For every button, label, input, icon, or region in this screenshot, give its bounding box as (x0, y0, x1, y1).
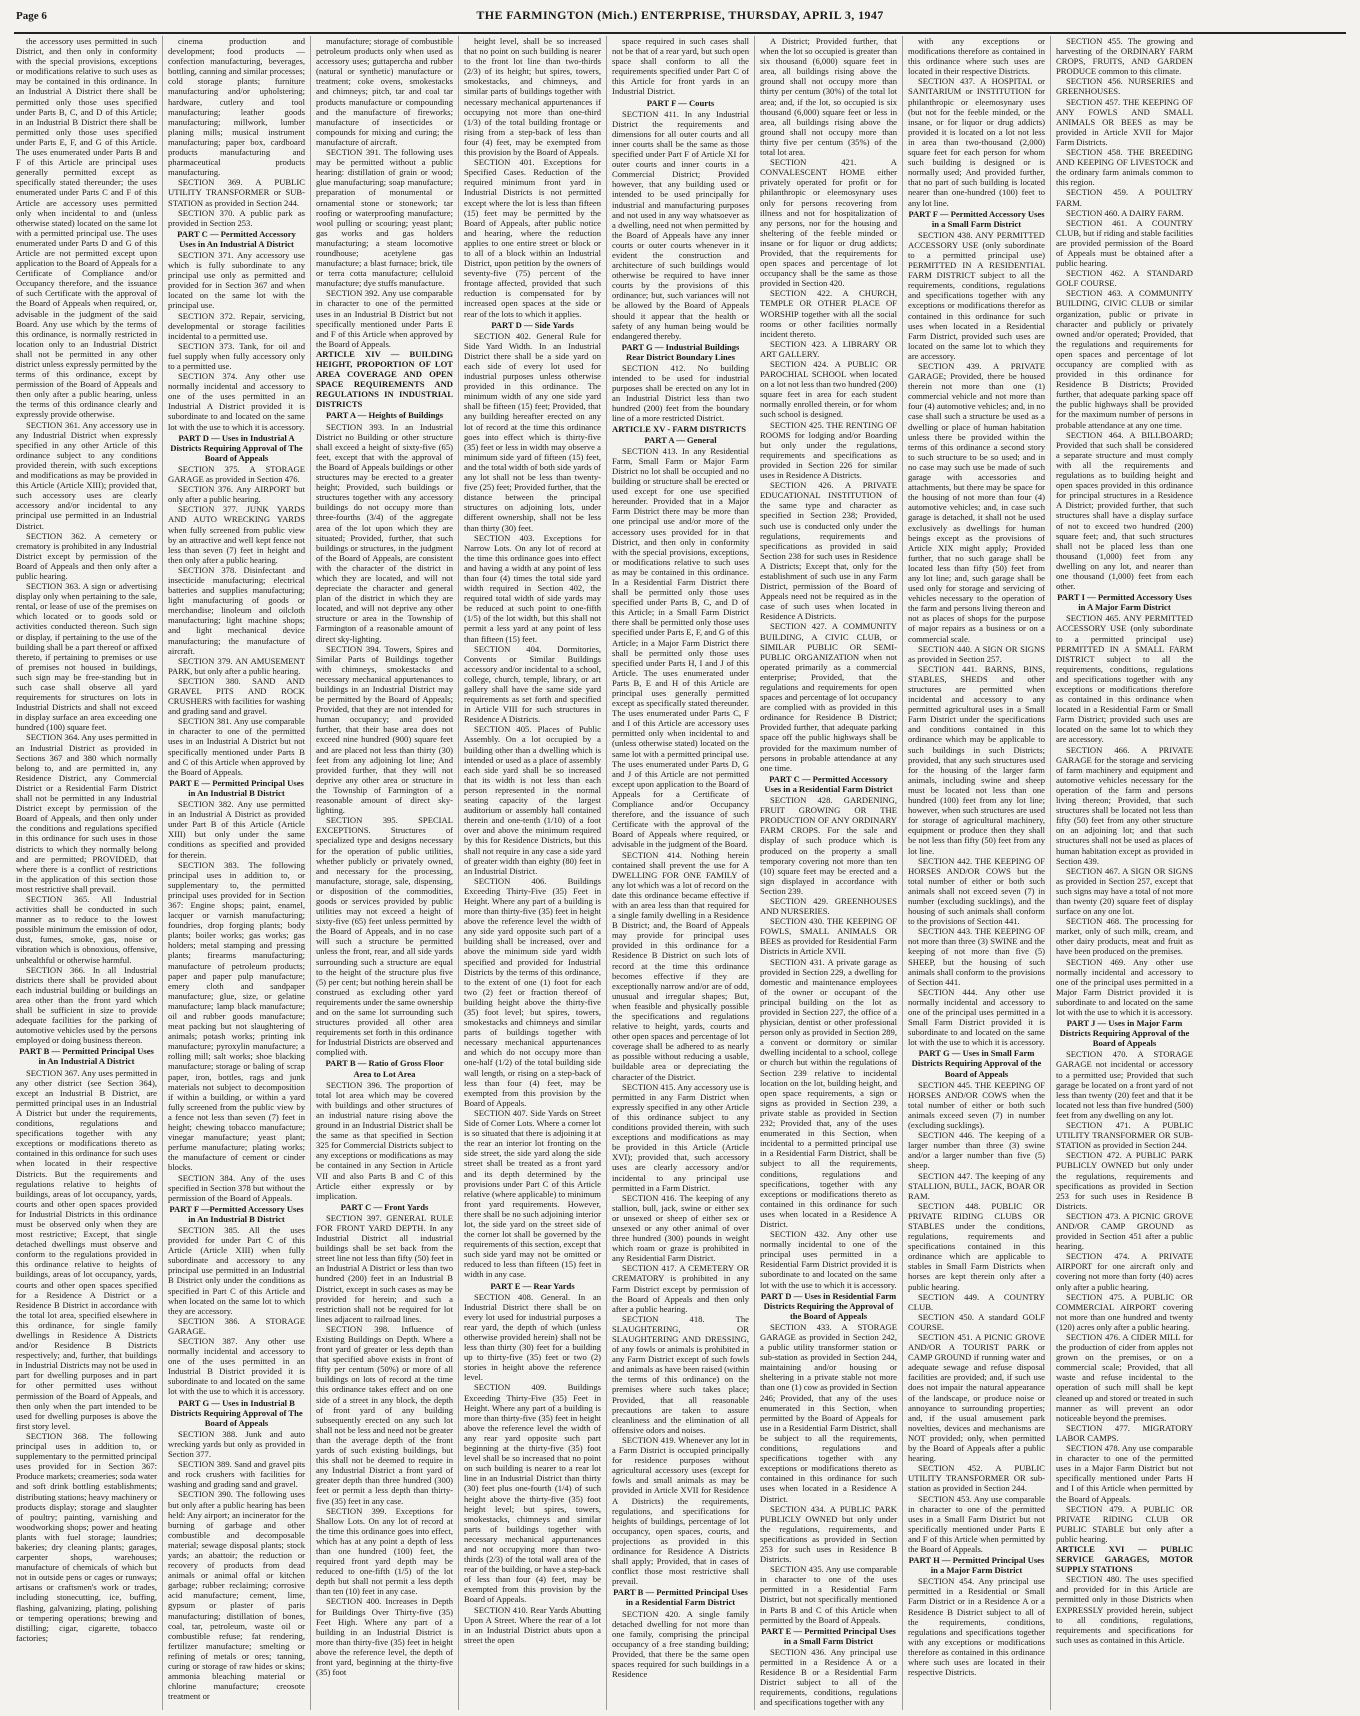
part-heading: PART B — Permitted Principal Uses in a Residential Farm District (613, 1587, 748, 1608)
ordinance-paragraph: SECTION 455. The growing and harvesting of the ORDINARY FARM CROPS, FRUITS, AND GARDEN PRODUCE common to this climate. (1056, 36, 1193, 77)
ordinance-paragraph: SECTION 369. A PUBLIC UTILITY TRANSFORMER or SUB-STATION as provided in Section 244. (168, 177, 305, 208)
ordinance-paragraph: SECTION 380. SAND AND GRAVEL PITS AND ROCK CRUSHERS with facilities for washing and grading sand and gravel. (168, 675, 305, 717)
ordinance-paragraph: SECTION 404. Dormitories, Convents or Similar Buildings accessory and/or incidental to a school, college, church, temple, library, or art gallery shall have the same side yard requirements as set forth and specified in Article VIII for such structures in Residence A Districts. (464, 643, 601, 725)
ordinance-paragraph: SECTION 465. ANY PERMITTED ACCESSORY USE (only subordinate to a permitted principal use) PERMITTED IN A SMALL FARM DISTRICT subject to all the requirements, conditions, regulations and specifications together with any exceptions or modifications therefore as contained in this ordinance when located in a Residential Farm or Small Farm District; provided such uses are located on the same lot to which they are accessory. (1056, 613, 1193, 745)
ordinance-paragraph: SECTION 422. A CHURCH, TEMPLE OR OTHER PLACE OF WORSHIP together with all the social rooms or other facilities normally incident thereto. (760, 288, 897, 339)
ordinance-paragraph: SECTION 374. Any other use normally incidental and accessory to one of the uses permitted in an Industrial A District provided it is subordinate to and located on the same lot with the use to which it is accessory. (168, 371, 305, 432)
text-column-6 (754, 36, 902, 1710)
ordinance-paragraph: SECTION 370. A public park as provided in Section 253. (168, 207, 305, 228)
article-heading: ARTICLE XVI — PUBLIC SERVICE GARAGES, MOTOR SUPPLY STATIONS (1056, 1543, 1193, 1575)
ordinance-paragraph: SECTION 373. Tank, for oil and fuel supply when fully accessory only to a permitted use. (168, 340, 305, 371)
text-column-8 (1050, 36, 1198, 1710)
ordinance-paragraph: cinema production and development; food products — confection manufacturing, beverages, bottling, canning and similar processes; cold storage plants; furniture manufacturing and/or upholstering; hardware, cutlery and tool manufacturing; leather goods manufacturing; millwork, lumber planing mills; musical instrument manufacturing; paper box, cardboard products manufacturing and pharmaceutical products manufacturing. (168, 36, 305, 178)
part-heading: PART E — Permitted Principal Uses in An Industrial B District (169, 777, 304, 798)
ordinance-paragraph: SECTION 409. Buildings Exceeding Thirty-Five (35) Feet in Height. Where any part of a building is more than thirty-five (35) feet in height above the reference level the width of any rear yard opposite such part beginning at the thirty-five (35) foot level shall be so increased that no point on such building is nearer to a rear lot line in an Industrial District than thirty (30) feet plus one-fourth (1/4) of such height above the thirty-five (35) foot height level; but spires, towers, smokestacks, chimneys and similar parts of buildings together with necessary mechanical appurtenances and not occupying more than two-thirds (2/3) of the total wall area of the rear of the building, or have a step-back of less than four (4) feet, may be exempted from this provision by the Board of Appeals. (464, 1382, 601, 1605)
ordinance-paragraph: SECTION 420. A single family detached dwelling for not more than one family, comprising the principal occupancy of a free standing building; Provided, that there be the same open spaces required for such buildings in a Residence (612, 1608, 749, 1680)
ordinance-paragraph: SECTION 480. The uses specified and provided for in this Article are permitted only in those Districts when EXPRESSLY provided herein, subject to all conditions, regulations, requirements and specifications for such uses as contained in this Article. (1056, 1574, 1193, 1645)
ordinance-paragraph: SECTION 478. Any use comparable in character to one of the permitted uses in a Major Farm District but not specifically mentioned under Parts H and I of this Article when permitted by the Board of Appeals. (1056, 1443, 1193, 1504)
ordinance-paragraph: SECTION 397. GENERAL RULE FOR FRONT YARD DEPTH. In any Industrial District all industrial buildings shall be set back from the street line not less than fifty (50) feet in an Industrial A District or less than two hundred (200) feet in an Industrial B District, except in such cases as may be provided for herein; and such a restriction shall not be required for lot lines adjacent to railroad lines. (316, 1212, 453, 1324)
ordinance-paragraph: SECTION 395. SPECIAL EXCEPTIONS. Structures of specialized type and designs necessary for the operation of public utilities, whether publicly or privately owned, and necessary for the processing, manufacture, storage, sale, dispensing, or disposition of the commodities, goods or services provided by public utilities may not exceed a height of sixty-five (65) feet unless permitted by the Board of Appeals, and in no case will such a structure be permitted unless the front, rear, and all side yards surrounding such a structure are equal to the height of the structure plus five (5) per cent; but nothing herein shall be construed as excluding other yard requirements under the same ownership and on the same lot surrounding such structures provided all other area requirements set forth in this ordinance for Industrial Districts are observed and complied with. (316, 815, 453, 1058)
ordinance-paragraph: SECTION 412. No building intended to be used for industrial purposes shall be erected on any lot in an Industrial District less than two hundred (200) feet from the boundary line of a more restricted District. (612, 363, 749, 424)
ordinance-paragraph: SECTION 430. THE KEEPING OF FOWLS, SMALL ANIMALS OR BEES as provided for Residential Farm Districts in Article XVII. (760, 916, 897, 957)
ordinance-paragraph: SECTION 371. Any accessory use which is fully subordinate to any principal use only as permitted and provided for in Section 367 and when located on the same lot with the principal use. (168, 249, 305, 311)
ordinance-paragraph: SECTION 400. Increases in Depth for Buildings Over Thirty-five (35) Feet High. Where any part of a building in an Industrial District is more than thirty-five (35) feet in height above the reference level, the depth of front yard, beginning at the thirty-five (35) foot (316, 1596, 453, 1678)
ordinance-paragraph: SECTION 476. A CIDER MILL for the production of cider from apples not grown on the premises, or on a commercial scale; Provided, that all waste and refuse incidental to the operation of such mill shall be kept cleaned up and stored or treated in such manner as will prevent an odor noticeable beyond the premises. (1056, 1332, 1193, 1423)
ordinance-paragraph: SECTION 438. ANY PERMITTED ACCESSORY USE (only subordinate to a permitted principal use) PERMITTED IN A RESIDENTIAL FARM DISTRICT subject to all the requirements, conditions, regulations and specifications together with any exceptions or modifications therefor as contained in this ordinance for such uses when located in a Residential Farm District, provided such uses are located on the same lot to which they are accessory. (908, 229, 1045, 361)
ordinance-paragraph: SECTION 448. PUBLIC OR PRIVATE RIDING CLUBS OR STABLES under the conditions, regulations, requirements and specifications contained in this ordinance which are applicable to stables in Small Farm Districts when horses are kept therein only after a public hearing. (908, 1200, 1045, 1292)
ordinance-paragraph: SECTION 456. NURSERIES and GREENHOUSES. (1056, 76, 1193, 97)
text-column-2 (162, 36, 310, 1710)
part-heading: PART A — General (644, 434, 717, 445)
ordinance-paragraph: SECTION 362. A cemetery or crematory is prohibited in any Industrial District except by permission of the Board of Appeals and then only after a public hearing. (16, 530, 157, 581)
ordinance-paragraph: SECTION 401. Exceptions for Specified Cases. Reduction of the required minimum front yard in Industrial Districts is not permitted except where the lot is less than fifteen (15) feet may be permitted by the Board of Appeals, after public notice and hearing, where the reduction applies to one entire street or block or to all of a block within an Industrial District, upon petition by the owners of seventy-five (75) percent of the frontage affected, provided that such reduction is compensated for by increased open spaces at the side or rear of the lots to which it applies. (464, 157, 601, 319)
ordinance-paragraph: SECTION 470. A STORAGE GARAGE not incidental or accessory to a permitted use; Provided that such garage be located on a front yard of not less than twenty (20) feet and that it be located not less than five hundred (500) feet from any dwelling on any lot. (1056, 1049, 1193, 1120)
ordinance-paragraph: SECTION 361. Any accessory use in any Industrial District when expressly specified in any other Article of this ordinance subject to any conditions provided therein, with such exceptions and modifications as may be provided in this Article (Article XIII); provided that, such accessory uses are clearly accessory and/or incidental to any principal use permitted in an Industrial District. (16, 419, 157, 531)
ordinance-paragraph: SECTION 443. THE KEEPING OF not more than three (3) SWINE and the keeping of not more than five (5) SHEEP, but the housing of such animals shall conform to the provisions of Section 441. (908, 926, 1045, 987)
ordinance-paragraph: height level, shall be so increased that no point on such building is nearer to the front lot line than two-thirds (2/3) of its height; but spires, towers, smokestacks, and chimneys, and similar parts of buildings together with necessary mechanical appurtenances if occupying not more than one-third (1/3) of the total building frontage or rising from a step-back of less than four (4) feet, may be exempted from this provision by the Board of Appeals. (464, 36, 601, 158)
ordinance-paragraph: SECTION 414. Nothing herein contained shall prevent the use for A DWELLING FOR ONE FAMILY of any lot which was a lot of record on the date this ordinance became effective if with an area less than that required for a single family dwelling in a Residence B District; and, the Board of Appeals may provide for principal uses provided in this ordinance for a Residence B District on such lots of record at the time this ordinance becomes effective if they are exceptionally narrow and/or are of odd, unusual and irregular shapes; But, when feasible and physically possible the specifications and regulations relative to height, yards, courts and other open spaces and percentage of lot coverage shall be adhered to as nearly as possible without reducing a usable, buildable area or depreciating the character of the District. (612, 849, 749, 1082)
part-heading: PART F — Permitted Accessory Uses in a Small Farm District (908, 208, 1045, 229)
ordinance-paragraph: SECTION 379. AN AMUSEMENT PARK, but only after a public hearing. (168, 655, 305, 676)
ordinance-paragraph: SECTION 378. Disinfectant and insecticide manufacturing; electrical batteries and supplies manufacturing; light manufacturing of goods or merchandise; linoleum and oilcloth manufacturing; light machine shops; and light mechanical device manufacturing; the manufacture of aircraft. (168, 564, 305, 656)
ordinance-paragraph: SECTION 442. THE KEEPING OF HORSES AND/OR COWS but the total number of either or both such animals shall not exceed seven (7) in number (excluding sucklings), and the housing of such animals shall conform to the provisions of Section 441. (908, 855, 1045, 927)
ordinance-paragraph: SECTION 417. A CEMETERY OR CREMATORY is prohibited in any Farm District except by permission of the Board of Appeals and then only after a public hearing. (612, 1263, 749, 1314)
ordinance-paragraph: SECTION 469. Any other use normally incidental and accessory to one of the principal uses permitted in a Major Farm District provided it is subordinate to and located on the same lot with the use to which it is accessory. (1056, 956, 1193, 1017)
ordinance-paragraph: SECTION 366. In all Industrial districts there shall be provided about each industrial building or buildings an area other than the front yard which shall be sufficient in size to provide adequate facilities for the parking of automotive vehicles used by the persons employed or doing business thereon. (16, 964, 157, 1046)
part-heading: PART A — Heights of Buildings (325, 410, 444, 421)
part-heading: PART H — Permitted Principal Uses in a Major Farm District (908, 1555, 1045, 1576)
ordinance-paragraph: SECTION 405. Places of Public Assembly. On a lot occupied by a building other than a dwelling which is intended or used as a place of assembly each side yard shall be so increased that its width is not less than each person represented in the normal seating capacity of the largest auditorium or assembly hall contained therein and one-tenth (1/10) of a foot over and above the minimum required by this for Residence Districts, but this shall not require in any case a side yard of greater width than eighty (80) feet in an Industrial District. (464, 724, 601, 876)
ordinance-paragraph: SECTION 363. A sign or advertising display only when pertaining to the sale, rental, or lease of use of the premises on which located or to goods sold or activities conducted thereon. Such sign or display, if pertaining to the use of the building shall be a part thereof or affixed thereto, if pertaining to premises or use of premises not housed in buildings, such sign may be free-standing but in such case shall observe all yard requirements for structures on lots in Industrial Districts and shall not exceed in display surface an area exceeding one hundred (100) square feet. (16, 581, 157, 733)
ordinance-paragraph: SECTION 471. A PUBLIC UTILITY TRANSFORMER OR SUB-STATION as provided in Section 244. (1056, 1120, 1193, 1151)
ordinance-paragraph: SECTION 429. GREENHOUSES AND NURSERIES. (760, 895, 897, 917)
ordinance-paragraph: SECTION 426. A PRIVATE EDUCATIONAL INSTITUTION of the same type and character as specified in Section 238; Provided, such use is conducted only under the regulations, requirements and specifications as provided in said Section 238 for such uses in Residence A Districts; Except that, only for the establishment of such use in any Farm District, permission of the Board of Appeals need not be required as in the case of such uses when located in Residence A Districts. (760, 480, 897, 622)
ordinance-paragraph: SECTION 372. Repair, servicing, developmental or storage facilities incidental to a permitted use. (168, 310, 305, 341)
ordinance-paragraph: SECTION 450. A standard GOLF COURSE. (908, 1311, 1045, 1332)
part-heading: PART C — Permitted Accessory Uses in An Industrial A District (177, 228, 296, 249)
ordinance-paragraph: SECTION 393. In an Industrial District no Building or other structure shall exceed a height of sixty-five (65) feet, except that with the approval of the Board of Appeals buildings or other structures may be erected to a greater height; Provided, such buildings or structures together with any accessory buildings do not occupy more than three-fourths (3/4) of the aggregate area of the lot upon which they are situated; Provided, further, that such buildings or structures, in the judgment of the Board of Appeals, are consistent with the character of the district in which they are located, and will not depreciate the character and general plan of the district in which they are located, and will not deprive any other structure or area in the Township of Farmington of a reasonable amount of direct sky-lighting. (316, 421, 453, 644)
part-heading: PART B — Ratio of Gross Floor Area to Lot Area (325, 1058, 444, 1079)
ordinance-paragraph: SECTION 387. Any other use normally incidental and accessory to one of the uses permitted in an Industrial B District provided it is subordinate to and located on the same lot with the use to which it is accessory. (168, 1336, 305, 1397)
ordinance-paragraph: SECTION 376. Any AIRPORT but only after a public hearing. (168, 484, 305, 505)
ordinance-paragraph: SECTION 418. The SLAUGHTERING, OR SLAUGHTERING AND DRESSING, of any fowls or animals is prohibited in any Farm District except of such fowls and animals as have been raised (within the terms of this ordinance) on the premises where such takes place; Provided, that all reasonable precautions are taken to assure cleanliness and the elimination of all offensive odors and noises. (612, 1313, 749, 1435)
ordinance-paragraph: SECTION 399. Exceptions for Shallow Lots. On any lot of record at the time this ordinance goes into effect, which has at any point a depth of less than one hundred (100) feet, the required front yard depth may be reduced to one-fifth (1/5) of the lot depth but shall not permit a less depth than ten (10) feet in any case. (316, 1505, 453, 1597)
ordinance-paragraph: SECTION 447. The keeping of any STALLION, BULL, JACK, BOAR OR RAM. (908, 1170, 1045, 1201)
ordinance-columns (14, 36, 1346, 1710)
ordinance-paragraph: SECTION 479. A PUBLIC OR PRIVATE RIDING CLUB OR PUBLIC STABLE but only after a public hearing. (1056, 1503, 1193, 1544)
ordinance-paragraph: SECTION 466. A PRIVATE GARAGE for the storage and servicing of farm machinery and equipment and automotive vehicles necessary for the operation of the farm and persons living thereon; Provided, that such structures shall be located not less than fifty (50) feet from any other structure on an adjoining lot; and that such structures shall not be used as places of human habitation except as provided in Section 439. (1056, 744, 1193, 866)
ordinance-paragraph: SECTION 388. Junk and auto wrecking yards but only as provided in Section 377. (168, 1428, 305, 1460)
part-heading: PART D — Side Yards (491, 319, 574, 330)
text-column-7 (902, 36, 1050, 1710)
part-heading: PART D — Uses in Residential Farm Districts Requiring the Approval of the Board of Appeals (760, 1290, 897, 1321)
ordinance-paragraph: SECTION 459. A POULTRY FARM. (1056, 187, 1193, 208)
ordinance-paragraph: SECTION 474. A PRIVATE AIRPORT for one aircraft only and covering not more than forty (40) acres only after a public hearing. (1056, 1251, 1193, 1292)
part-heading: PART B — Permitted Principal Uses in An Industrial A District (19, 1046, 154, 1067)
part-heading: PART G — Industrial Buildings Rear District Boundary Lines (621, 341, 740, 362)
ordinance-paragraph: SECTION 423. A LIBRARY OR ART GALLERY. (760, 338, 897, 359)
part-heading: PART I — Permitted Accessory Uses in A Major Farm District (1057, 592, 1192, 613)
ordinance-paragraph: SECTION 415. Any accessory use is permitted in any Farm District when expressly specified in any other Article of this ordinance subject to any conditions provided therein, with such exceptions and modifications as may be provided in this Article (Article XVI); provided that, such accessory uses are clearly accessory and/or incidental to any principal use permitted in a Farm District. (612, 1081, 749, 1193)
ordinance-paragraph: with any exceptions or modifications therefore as contained in this ordinance where such uses are located in their respective Districts. (908, 36, 1045, 77)
ordinance-paragraph: SECTION 406. Buildings Exceeding Thirty-Five (35) Feet in Height. Where any part of a building is more than thirty-five (35) feet in height above the reference level the width of any side yard opposite such part of a building shall be increased, over and above the minimum side yard width specified and provided for Industrial Districts by the terms of this ordinance, to the extent of one (1) foot for each two (2) feet or fraction thereof of building height above the thirty-five (35) foot level; but spires, towers, smokestacks and chimneys and similar parts of buildings together with necessary mechanical appurtenances and which do not occupy more than one-half (1/2) of the total building side wall length, or rising on a step-back of less than four (4) feet, may be exempted from this provision by the Board of Appeals. (464, 875, 601, 1108)
masthead (14, 8, 1346, 34)
ordinance-paragraph: SECTION 463. A COMMUNITY BUILDING, CIVIC CLUB or similar organization, public or private in character and publicly or privately owned and/or operated; Provided, that the regulations and requirements for open spaces and percentage of lot occupancy are complied with as provided in this ordinance for Residence B Districts; Provided further, that adequate parking space off the public highways shall be provided for the maximum number of persons in probable attendance at any one time. (1056, 288, 1193, 430)
text-column-4 (458, 36, 606, 1710)
ordinance-paragraph: the accessory uses permitted in such District, and then only in conformity with the special provisions, exceptions or modifications relative to such uses as may be contained in this ordinance. In an Industrial A District there shall be permitted only those uses specified under Parts B, C, and D of this Article; in an Industrial B District there shall be permitted only those uses specified under Parts E, F, and G of this Article. The uses enumerated under Parts B and F of this Article are principal uses generally permitted except as specifically stated thereunder; the uses enumerated under Parts C and F of this Article are accessory uses permitted only when incidental to and (unless otherwise stated) located on the same lot with a permitted principal use. The uses enumerated under Parts D and G of this Article are not permitted except upon application to the Board of Appeals for a Certificate of Compliance and/or Occupancy therefore, and the issuance of such Certificate with the approval of the Board of Appeals when required, or, advisable in the judgment of the said Board. Any use which by the terms of this ordinance, is normally restricted in location only to an Industrial District shall not be permitted in any other district unless expressly permitted by the terms of this ordinance, except by permission of the Board of Appeals and then only after a public hearing, unless the terms of this ordinance clearly and expressly provide otherwise. (16, 36, 157, 420)
ordinance-paragraph: SECTION 402. General Rule for Side Yard Width. In an Industrial District there shall be a side yard on each side of every lot used for industrial purposes unless otherwise provided in this ordinance. The minimum width of any one side yard shall be fifteen (15) feet; Provided, that any building hereafter erected on any lot of record at the time this ordinance goes into effect which is thirty-five (35) feet or less in width may observe a minimum side yard of fifteen (15) feet, and the total width of both side yards of any lot shall not be less than twenty-five (25) feet; Provided further, that the distance between the principal structures on adjoining lots, under different ownership, shall not be less than thirty (30) feet. (464, 330, 601, 533)
ordinance-paragraph: SECTION 441. BARNS, BINS, STABLES, SHEDS and other structures are permitted when incidental and accessory to any permitted agricultural uses in a Small Farm District under the specifications and conditions contained in this ordinance which may be applicable to such buildings in such Districts; provided, that any such structures used for the housing of the larger farm animals, including swine and sheep must be located not less than one hundred (100) feet from any lot line; however, when such structures are used for storage of agricultural machinery, equipment or produce then they shall be not less than fifty (50) feet from any lot line. (908, 663, 1045, 856)
ordinance-paragraph: SECTION 472. A PUBLIC PARK PUBLICLY OWNED but only under the regulations, requirements and specifications as provided in Section 253 for such uses in Residence B Districts. (1056, 1150, 1193, 1211)
ordinance-paragraph: SECTION 436. Any principal use permitted in a Residence A or a Residence B or a Residential Farm District subject to all of the requirements, conditions, regulations and specifications together with any (760, 1646, 897, 1708)
ordinance-paragraph: SECTION 364. Any uses permitted in an Industrial District as provided in Sections 367 and 380 which normally belong to, and are permitted in, any Residence District, any Commercial District or a Residential Farm District shall not be permitted in any Industrial District except by permission of the Board of Appeals, and then only under the conditions and regulations specified in this ordinance for such uses in those districts to which they normally belong and are permitted; PROVIDED, that where there is a conflict of restrictions in the application of this section those most restrictive shall prevail. (16, 732, 157, 894)
part-heading: PART G — Uses in Small Farm Districts Requiring Approval of the Board of Appeals (911, 1048, 1042, 1079)
ordinance-paragraph: SECTION 382. Any use permitted in an Industrial A District as provided under Part B of this Article (Article XIII) but only under the same conditions as specified and provided for therein. (168, 799, 305, 860)
ordinance-paragraph: SECTION 392. Any use comparable in character to one of the permitted uses in an Industrial B District but not specifically mentioned under Parts E and F of this Article when approved by the Board of Appeals. (316, 288, 453, 349)
ordinance-paragraph: SECTION 394. Towers, Spires and Similar Parts of Buildings together with chimneys, smokestacks and necessary mechanical appurtenances to buildings in an Industrial District may be permitted by the Board of Appeals; Provided, that they are not intended for human occupancy; and provided further, that their base area does not exceed nine hundred (900) square feet and are placed not less than thirty (30) feet from any adjoining lot line; And provided further, that they will not deprive any other area or structure in the Township of Farmington of a reasonable amount of direct sky-lighting. (316, 643, 453, 816)
part-heading: PART E — Permitted Principal Uses in a Small Farm District (761, 1625, 896, 1646)
ordinance-paragraph: SECTION 464. A BILLBOARD; Provided that such shall be considered a separate structure and must comply with all the requirements and regulations as to building height and open spaces provided in this ordinance for principal structures in a Residence A District; provided further, that such structures shall have a display surface of not to exceed two hundred (200) square feet; and, that such structures shall not be placed less than one thousand (1,000) feet from any dwelling on any lot, and nearer than one thousand (1,000) feet from each other. (1056, 429, 1193, 592)
ordinance-paragraph: SECTION 434. A PUBLIC PARK PUBLICLY OWNED but only under the regulations, requirements, and specifications as provided in Section 253 for such uses in Residence B Districts. (760, 1503, 897, 1565)
ordinance-paragraph: SECTION 424. A PUBLIC OR PAROCHIAL SCHOOL when located on a lot not less than two hundred (200) square feet in area for each student normally enrolled therein, or for whom such school is designed. (760, 359, 898, 420)
part-heading: PART F — Courts (646, 97, 715, 108)
ordinance-paragraph: SECTION 390. The following uses but only after a public hearing has been held: Any airport; an incinerator for the burning of garbage and other combustible and decomposable material; sewage disposal plants; stock yards; an abattoir; the reduction or recovery of products from dead animals or animal offal or kitchen garbage; rubber reclaiming; corrosive acid manufacture; cement, lime, gypsum or plaster of paris manufacturing; distillation of bones, coal, tar, petroleum, waste oil or combustible refuse; fat rendering, fertilizer manufacture; smelting or refining of metals or ores; tanning, curing or storage of raw hides or skins; ammonia bleaching material or chlorine manufacture; creosote treatment or (168, 1489, 305, 1702)
ordinance-paragraph: SECTION 453. Any use comparable in character to one of the permitted uses in a Small Farm District but not specifically mentioned under Parts E and F of this Article when permitted by the Board of Appeals. (908, 1493, 1045, 1554)
ordinance-paragraph: manufacture; storage of combustible petroleum products only when used as accessory uses; guttapercha and rubber (natural or synthetic) manufacture or treatment; coke ovens, smokestacks and chimneys; pitch, tar and coal tar products manufacture or compounding and the manufacture of fireworks; manufacture of insecticides or compounds for mixing and curing; the manufacture of aircraft. (316, 36, 453, 147)
article-heading: ARTICLE XV - FARM DISTRICTS (612, 423, 747, 434)
ordinance-paragraph: SECTION 462. A STANDARD GOLF COURSE. (1056, 268, 1193, 289)
ordinance-paragraph: SECTION 435. Any use comparable in character to one of the uses permitted in a Residential Farm District, but not specifically mentioned in Parts B and C of this Article when permitted by the Board of Appeals. (760, 1564, 897, 1625)
ordinance-paragraph: SECTION 385. All the uses provided for under Part C of this Article (Article XIII) when fully subordinate and accessory to any principal use permitted in an Industrial B District only under the conditions as specified in Part C of this Article and when located on the same lot to which they are accessory. (168, 1224, 305, 1316)
ordinance-paragraph: SECTION 365. All Industrial activities shall be conducted in such manner as to reduce to the lowest possible minimum the emission of odor, dust, fumes, smoke, gas, noise or vibration which is obnoxious, offensive, unhealthful or otherwise harmful. (16, 893, 157, 965)
text-column-3 (310, 36, 458, 1710)
ordinance-paragraph: SECTION 431. A private garage as provided in Section 229, a dwelling for domestic and maintenance employees of the owner or occupant of the principal building on the lot as provided in Section 227, the office of a physician, dentist or other professional person only as provided in Section 289, a convent or dormitory or similar dwelling incidental to a school, college or church but within the regulations of Section 239 relative to incidental location on the lot, building height, and open space requirements, a sign or signs as provided in Section 239, a private stable as provided in Section 232; Provided that, any of the uses enumerated in this Section, when incidental to a permitted principal use in a Residential Farm District, shall be subject to all the requirements, conditions, regulations and specifications, together with any exceptions or modifications thereto as contained in this ordinance for such uses when located in a Residence A District. (760, 956, 897, 1229)
part-heading: PART E — Rear Yards (490, 1280, 575, 1291)
ordinance-paragraph: SECTION 473. A PICNIC GROVE AND/OR CAMP GROUND as provided in Section 451 after a public hearing. (1056, 1210, 1193, 1252)
ordinance-paragraph: SECTION 452. A PUBLIC UTILITY TRANSFORMER OR sub-station as provided in Section 244. (908, 1463, 1045, 1494)
ordinance-paragraph: SECTION 381. Any use comparable in character to one of the permitted uses in an Industrial A District but not specifically mentioned under Parts B and C of this Article when approved by the Board of Appeals. (168, 716, 305, 777)
part-heading: PART J — Uses in Major Farm Districts Requiring Approval of the Board of Appeals (1059, 1018, 1190, 1049)
text-column-5 (606, 36, 754, 1710)
ordinance-paragraph: SECTION 421. A CONVALESCENT HOME either privately operated for profit or for philanthropic or eleemosynary uses only for persons recovering from illness and not for hospitalization of any persons, nor for the housing and sheltering of the feeble minded or insane or for liquor or drug addicts; Provided, that the requirements for open spaces and percentage of lot occupancy shall be the same as those provided in Section 420. (760, 157, 897, 289)
part-heading: PART D — Uses in Industrial A Districts Requiring Approval of The Board of Appeals (170, 432, 303, 463)
ordinance-paragraph: SECTION 367. Any uses permitted in any other district (see Section 364), except an Industrial B District, are permitted principal uses in an Industrial A District but under the requirements, conditions, regulations and specifications together with any exceptions or modifications thereto as contained in this ordinance for such uses when located in their respective Districts. But the requirements and regulations relative to heights of buildings, areas of lot occupancy, yards, courts and other open spaces provided for Industrial Districts in this ordinance must be observed only when they are most restrictive; Except, that single detached dwellings must observe and conform to the regulations provided in this ordinance relative to heights of buildings, areas of lot occupancy, yards, courts and other open spaces specified for a Residence A District or a Residence B District in accordance with the total lot area, specified elsewhere in this ordinance, for single family dwellings in Residence A Districts and/or Residence B Districts respectively; and, further, that buildings in Industrial Districts may not be used in part for dwelling purposes and in part for other permitted uses without permission of the Board of Appeals, and then only when the part intended to be used for dwelling purposes is above the first story level. (16, 1067, 157, 1431)
ordinance-paragraph: A District; Provided further, that when the lot so occupied is greater than six thousand (6,000) square feet in area, all buildings rising above the ground shall not occupy more than thirty per centum (30%) of the total lot area; and, if the lot, so occupied is six thousand (6,000) square feet or less in area, all buildings rising above the ground shall not occupy more than thirty five per centum (35%) of the total lot area. (760, 36, 897, 158)
ordinance-paragraph: SECTION 389. Sand and gravel pits and rock crushers with facilities for washing and grading sand and gravel. (168, 1459, 305, 1490)
ordinance-paragraph: SECTION 377. JUNK YARDS AND AUTO WRECKING YARDS when fully screened from public view by an attractive and well kept fence not less than seven (7) feet in height and then only after a public hearing. (168, 504, 305, 565)
ordinance-paragraph: SECTION 428. GARDENING, FRUIT GROWING OR THE PRODUCTION OF ANY ORDINARY FARM CROPS. For the sale and display of such produce which is produced on the property a small temporary covering not more than ten (10) square feet may be erected and a sign displayed in accordance with Section 239. (760, 795, 897, 896)
ordinance-paragraph: SECTION 396. The proportion of total lot area which may be covered with buildings and other structures of an industrial nature rising above the ground in an Industrial District shall be the same as that specified in Section 325 for Commercial Districts subject to any exceptions or modifications as may be contained in any Section in Article VII and also Parts B and C of this Article either expressly or by implication. (316, 1079, 453, 1201)
part-heading: PART C — Front Yards (340, 1201, 429, 1212)
ordinance-paragraph: SECTION 475. A PUBLIC OR COMMERCIAL AIRPORT covering not more than one hundred and twenty (120) acres only after a public hearing. (1056, 1291, 1193, 1332)
ordinance-paragraph: SECTION 391. The following uses may be permitted without a public hearing: distillation of grain or wood; glue manufacturing; soap manufacture; preparation of monumental or ornamental stone or stonework; tar roofing or waterproofing manufacture; wool pulling or scouring; yeast plant; gas works and gas holders manufacturing; a steam locomotive roundhouse; acetylene gas manufacture; a blast furnace; brick, tile or terra cotta manufacture; celluloid manufacture; dye stuffs manufacture. (316, 147, 453, 289)
ordinance-paragraph: SECTION 451. A PICNIC GROVE AND/OR A TOURIST PARK or CAMP GROUND if running water and adequate sewage and refuse disposal facilities are provided; and, if such use does not impair the natural appearance of the landscape, or produce noise or annoyance to surrounding properties; and, if the usual amusement park novelties, devices and mechanisms are NOT provided; only, when permitted by the Board of Appeals after a public hearing. (908, 1332, 1045, 1464)
ordinance-paragraph: SECTION 408. General. In an Industrial District there shall be on every lot used for industrial purposes a rear yard, the depth of which (unless otherwise provided herein) shall not be less than thirty (30) feet for a building up to thirty-five (35) feet or two (2) stories in height above the reference level. (464, 1291, 601, 1383)
ordinance-paragraph: SECTION 439. A PRIVATE GARAGE; Provided, there be housed therein not more than one (1) commercial vehicle and not more than four (4) automotive vehicles; and, in no case shall such a structure be used as a dwelling or place of human habitation unless there be provided within the terms of this ordinance a second story to such structure to be so used; and in no case may such use be made of such garage with accessories and attachments, but there may be space for the housing of not more than four (4) automotive vehicles; and, in case such garage is detached, it shall not be used exclusively as dwellings for human beings except as the provisions of Article XIX might apply; Provided further, that no such garage shall be located less than fifty (50) feet from any lot line; and, such garage shall be used only for storage and servicing of vehicles necessary to the operation of the farm and persons living thereon and not as places of shops for the purpose of major repairs as a business or on a commercial scale. (908, 361, 1045, 644)
part-heading: PART F —Permitted Accessory Uses in An Industrial B District (169, 1203, 304, 1224)
ordinance-paragraph: SECTION 384. Any of the uses specified in Section 378 but without the permission of the Board of Appeals. (168, 1172, 306, 1203)
ordinance-paragraph: SECTION 458. THE BREEDING AND KEEPING OF LIVESTOCK and the ordinary farm animals common to this region. (1056, 147, 1193, 188)
ordinance-paragraph: SECTION 460. A DAIRY FARM. (1066, 207, 1184, 218)
ordinance-paragraph: SECTION 467. A SIGN OR SIGNS as provided in Section 257, except that such signs may have a total of not more than twenty (20) square feet of display surface on any one lot. (1056, 865, 1193, 917)
ordinance-paragraph: SECTION 419. Whenever any lot in a Farm District is occupied principally for residence purposes without agricultural accessory uses (except for fowls and small animals as may be provided in Article XVII for Residence A Districts) the requirements, regulations, and specifications for heights of buildings, percentage of lot occupancy, open spaces, courts, and projections as provided in this ordinance for Residence A Districts shall apply; Provided, that in cases of conflict those most restrictive shall prevail. (612, 1434, 749, 1587)
newspaper-folio: THE FARMINGTON (Mich.) ENTERPRISE, THURSDAY, APRIL 3, 1947 (476, 8, 884, 22)
ordinance-paragraph: SECTION 425. THE RENTING OF ROOMS for lodging and/or Boarding but only under the regulations, requirements and specifications as provided in Section 226 for similar uses in Residence A Districts. (760, 419, 897, 481)
ordinance-paragraph: SECTION 383. The following principal uses in addition to, or supplementary to, the permitted principal uses provided for in Section 367: Engine shops; paint, enamel, lacquer or varnish manufacturing; foundries, drop forging plants; body plants; boiler works; gas works; gas holders; metal stamping and pressing plants; firearms manufacturing; manufacture of petroleum products; paper and paper pulp manufacture; emery cloth and sandpaper manufacture; glue, size, or gelatine manufacture; lamp black manufacture; oil and rubber goods manufacture; meat packing but not slaughtering of animals; potash works; printing ink manufacture; pyroxylin manufacture; a rolling mill; salt works; shoe blacking manufacture; storage or baling of scrap paper, iron, bottles, rags and junk materials not subject to decomposition if within a building, or within a yard fully screened from the public view by a fence not less than seven (7) feet in height; chewing tobacco manufacture; vinegar manufacture; yeast plant; perfume manufacture; plating works; the manufacture of cement or cinder blocks. (168, 859, 305, 1173)
ordinance-paragraph: SECTION 446. The keeping of a larger number than three (3) swine and/or a larger number than five (5) sheep. (908, 1130, 1045, 1171)
text-column-1 (14, 36, 162, 1710)
ordinance-paragraph: SECTION 432. Any other use normally incidental to one of the principal uses permitted in a Residential Farm District provided it is subordinate to and located on the same lot with the use to which it is accessory. (760, 1229, 897, 1290)
ordinance-paragraph: SECTION 477. MIGRATORY LABOR CAMPS. (1056, 1422, 1193, 1443)
part-heading: PART C — Permitted Accessory Uses in a Residential Farm District (764, 773, 893, 794)
ordinance-paragraph: SECTION 445. THE KEEPING OF HORSES AND/OR COWS when the total number of either or both such animals exceed seven (7) in number (excluding sucklings). (908, 1079, 1045, 1131)
ordinance-paragraph: SECTION 407. Side Yards on Street Side of Corner Lots. Where a corner lot is so situated that there is adjoining it at the rear an interior lot fronting on the side street, the side yard along the side street shall be treated as a front yard and its depth determined by the provisions under Part C of this Article relative (where applicable) to minimum front yard requirements. However, there shall be no such adjoining interior lot, the side yard on the street side of the corner lot shall be governed by the requirements of this section, except that such side yard may not be omitted or reduced to less than fifteen (15) feet in width in any case. (464, 1107, 601, 1280)
ordinance-paragraph: SECTION 413. In any Residential Farm, Small Farm or Major Farm District no lot shall be occupied and no building or structure shall be erected or used except for one use specified hereunder. Provided that in a Major Farm District there may be more than one principal use and/or more of the accessory uses provided for in that District, and then only in conformity with the special provisions, exceptions, or modifications relative to such uses as may be contained in this ordinance. In a Residential Farm District there shall be permitted only those uses specified under Parts B, C, and D of this Article; in a Small Farm District there shall be permitted only those uses specified under Parts E, F, and G of this Article; in a Major Farm District there shall be permitted only those uses specified under Parts H, I and J of this Article. The uses enumerated under Parts B, E and H of this Article are principal uses generally permitted except as specifically stated thereunder. The uses enumerated under Parts C, F and I of this Article are accessory uses permitted only when incidental to and (unless otherwise stated) located on the same lot with a permitted principal use. The uses enumerated under Parts D, G and J of this Article are not permitted except upon application to the Board of Appeals for a Certificate of Compliance and/or Occupancy therefore, and the issuance of such Certificate with the approval of the Board of Appeals where required, or advisable in the judgment of the Board. (612, 445, 749, 850)
ordinance-paragraph: SECTION 411. In any Industrial District the requirements and dimensions for all outer courts and all inner courts shall be the same as those specified under Part F of Article XI for outer courts and inner courts in a Commercial District; Provided however, that any building used or intended to be used principally for industrial and manufacturing purposes and not used in any way whatsoever as a dwelling, need not when permitted by the Board of Appeals have any inner courts or outer courts whenever in it evident the construction and architecture of such buildings would otherwise be required to have inner courts by the provisions of this ordinance; but, such variances will not be allowed by the Board of Appeals should it appear that the health or safety of any human being would be endangered thereby. (612, 108, 749, 341)
ordinance-paragraph: SECTION 457. THE KEEPING OF ANY FOWLS AND SMALL ANIMALS OR BEES as may be provided in Article XVII for Major Farm Districts. (1056, 96, 1193, 147)
ordinance-paragraph: SECTION 403. Exceptions for Narrow Lots. On any lot of record at the time this ordinance goes into effect and having a width at any point of less than four (4) times the total side yard width required in Section 402, the required total width of side yards may be reduced at such point to one-fifth (1/5) of the lot width, but this shall not permit a less yard at any point of less than fifteen (15) feet. (464, 532, 601, 644)
ordinance-paragraph: SECTION 454. Any principal use permitted in a Residential or Small Farm District or in a Residence A or a Residence B District subject to all of the requirements, conditions, regulations and specifications together with any exceptions or modifications therefore as contained in this ordinance where such uses are located in their respective Districts. (908, 1576, 1045, 1678)
ordinance-paragraph: SECTION 375. A STORAGE GARAGE as provided in Section 476. (168, 463, 305, 485)
ordinance-paragraph: SECTION 461. A COUNTRY CLUB, but if riding and stable facilities are provided permission of the Board of Appeals must be obtained after a public hearing. (1056, 217, 1193, 269)
ordinance-paragraph: SECTION 416. The keeping of any stallion, bull, jack, swine or either sex or unsexed or sheep of either sex or unsexed or any other animal of over three hundred (300) pounds in weight which roam or graze is prohibited in any Residential Farm District. (612, 1192, 749, 1264)
ordinance-paragraph: SECTION 444. Any other use normally incidental and accessory to one of the principal uses permitted in a Small Farm District provided it is subordinate to and located on the same lot with the use to which it is accessory. (908, 986, 1045, 1048)
article-heading: ARTICLE XIV — BUILDING HEIGHT, PROPORTION OF LOT AREA COVERAGE AND OPEN SPACE REQUIREMENTS AND REGULATIONS IN INDUSTRIAL DISTRICTS (316, 348, 453, 410)
ordinance-paragraph: space required in such cases shall not be that of a rear yard, but such open space shall conform to all the requirements specified under Part C of this Article for front yards in an Industrial District. (612, 36, 749, 97)
ordinance-paragraph: SECTION 368. The following principal uses in addition to, or supplementary to the permitted principal uses provided for in Section 367: Produce markets; creameries; soda water and soft drink bottling establishments; distributing stations; heavy machinery or products display; storage and slaughter of poultry; painting, varnishing and woodworking shops; power and heating plants with fuel storage; laundries; bakeries; dry cleaning plants; garages, carpenter shops, warehouses; manufacture of chemicals of which but not in outside pens or cages or runways; artisans or craftsmen's work or trades, including stonecutting, ice, buffing, flashing, galvanizing, plating, polishing or tempering operations; brewing and distilling; cigar, cigarette, tobacco factories; (16, 1430, 157, 1643)
ordinance-paragraph: SECTION 433. A STORAGE GARAGE as provided in Section 242, a public utility transformer station or sub-station as provided in Section 244, maintaining and/or housing or sheltering in a private stable not more than one (1) cow as provided in Section 246; Provided, that any of the uses enumerated in this Section, when permitted by the Board of Appeals for use in a Residential Farm District, shall be subject to all the requirements, conditions, regulations and specifications together with any exceptions or modifications thereto as contained in this ordinance for such uses when located in a Residence A District. (760, 1321, 897, 1504)
ordinance-paragraph: SECTION 437. A HOSPITAL or SANITARIUM or INSTITUTION for philanthropic or eleemosynary uses (but not for the feeble minded, or the insane, or for liquor or drug addicts) provided it is located on a lot not less in area than two-thousand (2,000) square feet for each person for whom such building is designed or is normally used; And provided further, that no part of such building is located nearer than one-hundred (100) feet to any lot line. (908, 76, 1045, 208)
ordinance-paragraph: SECTION 427. A COMMUNITY BUILDING, A CIVIC CLUB, or SIMILAR PUBLIC OR SEMI-PUBLIC ORGANIZATION when not operated primarily as a commercial enterprise; Provided, that the regulations and requirements for open spaces and percentage of lot occupancy are complied with as provided in this ordinance for Residence B District; Provided further, that adequate parking space off the public highways shall be provided for the maximum number of persons in probable attendance at any one time. (760, 621, 897, 773)
part-heading: PART G — Uses in Industrial B Districts Requiring Approval of The Board of Appeals (170, 1397, 303, 1428)
page-number: Page 6 (16, 10, 47, 22)
ordinance-paragraph: SECTION 386. A STORAGE GARAGE. (168, 1315, 305, 1336)
ordinance-paragraph: SECTION 410. Rear Yards Abutting Upon A Street. Where the rear of a lot in an Industrial District abuts upon a street the open (464, 1604, 601, 1645)
ordinance-paragraph: SECTION 398. Influence of Existing Buildings on Depth. Where a front yard of greater or less depth than that specified above exists in front of fifty per centum (50%) or more of all buildings on lots of record at the time this ordinance takes effect and on one side of a street in any block, the depth of front yard of any building subsequently erected on any such lot shall not be less and need not be greater than the average depth of the front yards of such existing buildings, but this shall not be deemed to require in any Industrial District a front yard of greater depth than three hundred (300) feet or permit a less depth than thirty-five (35) feet in any case. (316, 1323, 453, 1506)
ordinance-paragraph: SECTION 468. The processing for market, only of such milk, cream, and other dairy products, meat and fruit as have been produced on the premises. (1056, 916, 1193, 957)
ordinance-paragraph: SECTION 440. A SIGN OR SIGNS as provided in Section 257. (908, 643, 1045, 664)
ordinance-paragraph: SECTION 449. A COUNTRY CLUB. (908, 1291, 1045, 1312)
